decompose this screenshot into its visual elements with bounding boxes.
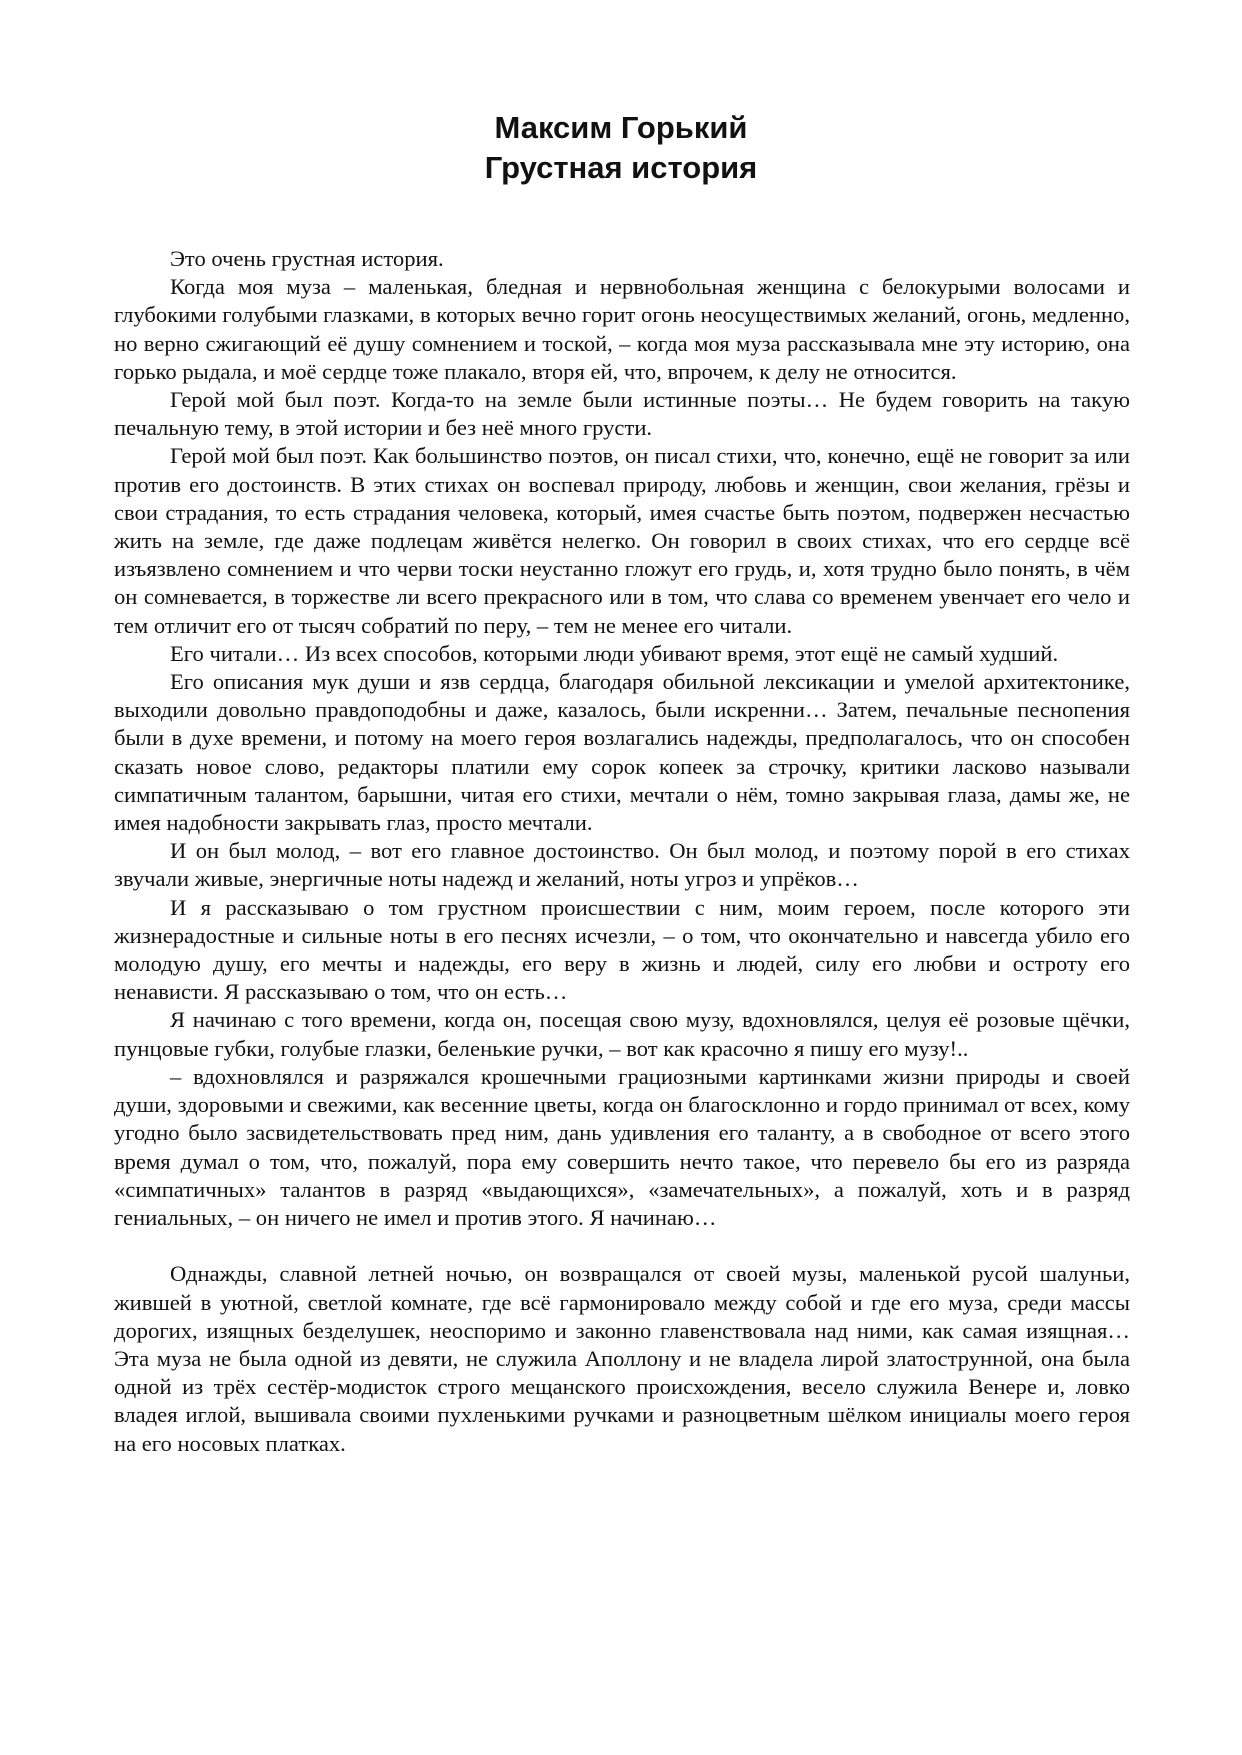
paragraph: Его читали… Из всех способов, которыми люди убивают время, этот ещё не самый худший. [170, 640, 1059, 666]
section-break [114, 1232, 1130, 1260]
paragraph: Его описания мук души и язв сердца, благодаря обильной лексикации и умелой архитектонике, выходили довольно правдоподобны и даже, казалось, были искренни… Затем, печальные песнопения были в духе времени, и потому на моего героя возлагались надежды, предполагалось, что он способен сказать новое слово, редакторы платили ему сорок копеек за строчку, критики ласково называли симпатичным талантом, барышни, читая его стихи, мечтали о нём, томно закрывая глаза, дамы же, не имея надобности закрывать глаз, просто мечтали. [114, 669, 1130, 836]
paragraph: И он был молод, – вот его главное достоинство. Он был молод, и поэтому порой в его стихах звучали живые, энергичные ноты надежд и желаний, ноты угроз и упрёков… [114, 838, 1130, 892]
paragraph: Герой мой был поэт. Когда-то на земле были истинные поэты… Не будем говорить на такую печальную тему, в этой истории и без неё много грусти. [114, 387, 1130, 441]
paragraph: Когда моя муза – маленькая, бледная и нервнобольная женщина с белокурыми волосами и глубокими голубыми глазками, в которых вечно горит огонь неосуществимых желаний, огонь, медленно, но верно сжигающий её душу сомнением и тоской, – когда моя муза рассказывала мне эту историю, она горько рыдала, и моё сердце тоже плакало, вторя ей, что, впрочем, к делу не относится. [114, 274, 1130, 384]
title-block [0, 108, 1242, 188]
paragraph: – вдохновлялся и разряжался крошечными грациозными картинками жизни природы и своей души, здоровыми и свежими, как весенние цветы, когда он благосклонно и гордо принимал от всех, кому угодно было засвидетельствовать пред ним, дань удивления его таланту, а в свободное от всего этого время думал о том, что, пожалуй, пора ему совершить нечто такое, что перевело бы его из разряда «симпатичных» талантов в разряд «выдающихся», «замечательных», а пожалуй, хоть и в разряд гениальных, – он ничего не имел и против этого. Я начинаю… [114, 1063, 1130, 1230]
story-body [114, 245, 1130, 1458]
paragraph: Я начинаю с того времени, когда он, посещая свою музу, вдохновлялся, целуя её розовые щёчки, пунцовые губки, голубые глазки, беленькие ручки, – вот как красочно я пишу его музу!.. [114, 1007, 1130, 1061]
paragraph: Герой мой был поэт. Как большинство поэтов, он писал стихи, что, конечно, ещё не говорит за или против его достоинств. В этих стихах он воспевал природу, любовь и женщин, свои желания, грёзы и свои страдания, то есть страдания человека, который, имея счастье быть поэтом, подвержен несчастью жить на земле, где даже подлецам живётся нелегко. Он говорил в своих стихах, что его сердце всё изъязвлено сомнением и что черви тоски неустанно гложут его грудь, и, хотя трудно было понять, в чём он сомневается, в торжестве ли всего прекрасного или в том, что слава со временем увенчает его чело и тем отличит его от тысяч собратий по перу, – тем не менее его читали. [114, 443, 1130, 638]
paragraph: Однажды, славной летней ночью, он возвращался от своей музы, маленькой русой шалуньи, жившей в уютной, светлой комнате, где всё гармонировало между собой и где его муза, среди массы дорогих, изящных безделушек, неоспоримо и законно главенствовала над ними, как самая изящная… Эта муза не была одной из девяти, не служила Аполлону и не владела лирой златострунной, она была одной из трёх сестёр-модисток строго мещанского происхождения, весело служила Венере и, ловко владея иглой, вышивала своими пухленькими ручками и разноцветным шёлком инициалы моего героя на его носовых платках. [114, 1261, 1130, 1456]
paragraph: Это очень грустная история. [170, 246, 444, 271]
author-name: Максим Горький [494, 110, 748, 145]
story-title: Грустная история [484, 150, 758, 185]
paragraph: И я рассказываю о том грустном происшествии с ним, моим героем, после которого эти жизнерадостные и сильные ноты в его песнях исчезли, – о том, что окончательно и навсегда убило его молодую душу, его мечты и надежды, его веру в жизнь и людей, силу его любви и остроту его ненависти. Я рассказываю о том, что он есть… [114, 894, 1130, 1005]
